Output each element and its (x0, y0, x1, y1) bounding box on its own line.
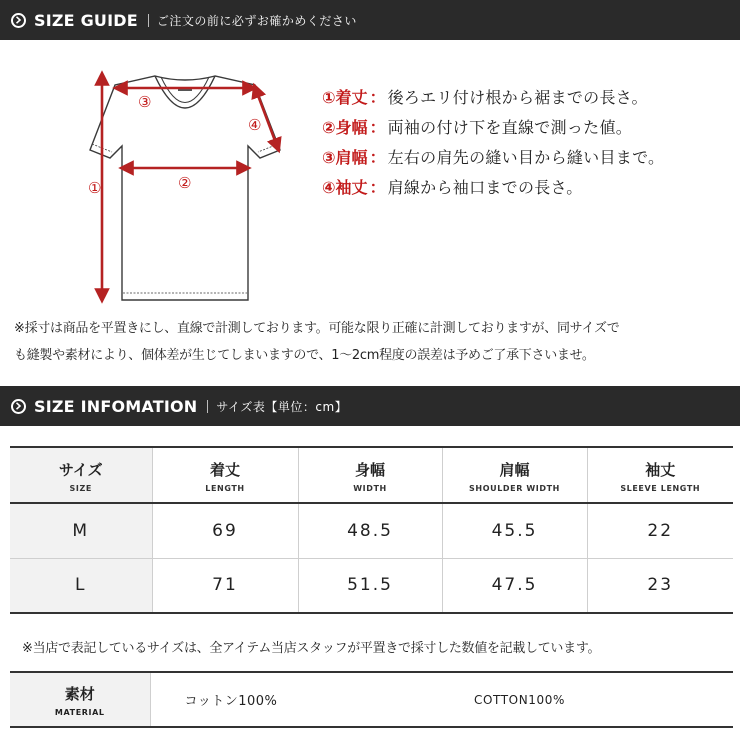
header-en: WIDTH (353, 484, 387, 493)
definition-colon: ： (369, 117, 386, 137)
size-cell: M (10, 503, 152, 558)
definition-shoulder (322, 146, 664, 166)
marker-3: ③ (138, 93, 152, 111)
material-label-ja: 素材 (64, 684, 95, 703)
header-ja: 袖丈 (645, 461, 676, 479)
definition-width (322, 116, 664, 136)
material-header (10, 672, 150, 727)
sleeve-cell: 23 (587, 558, 733, 613)
store-note: ※当店で表記しているサイズは、全アイテム当店スタッフが平置きで採寸した数値を記載しています。 (22, 641, 601, 656)
width-cell: 51.5 (298, 558, 442, 613)
size-info-title: SIZE INFOMATION (34, 396, 198, 416)
definition-text: 後ろエリ付け根から裾までの長さ。 (387, 87, 648, 107)
header-ja: 身幅 (354, 461, 385, 479)
size-cell: L (10, 558, 152, 613)
definition-colon: ： (369, 87, 386, 107)
size-table-header-row (10, 447, 733, 503)
material-value-en: COTTON100% (390, 672, 733, 727)
size-guide-header (0, 0, 740, 40)
definition-sleeve (322, 176, 664, 196)
material-row (10, 672, 733, 727)
header-divider (207, 400, 208, 413)
material-table (10, 671, 733, 728)
chevron-right-icon (11, 13, 26, 28)
table-row (10, 558, 733, 613)
shoulder-cell: 47.5 (442, 558, 587, 613)
size-info-subtitle: サイズ表【単位：cm】 (216, 399, 348, 414)
header-ja: 着丈 (209, 461, 240, 479)
size-info-header (0, 386, 740, 426)
header-length (152, 447, 298, 503)
length-cell: 69 (152, 503, 298, 558)
header-divider (148, 14, 149, 27)
chevron-right-icon (11, 399, 26, 414)
definition-text: 左右の肩先の縫い目から縫い目まで。 (387, 147, 665, 167)
marker-2: ② (178, 174, 192, 192)
definition-colon: ： (369, 177, 386, 197)
size-table (10, 446, 733, 614)
header-width (298, 447, 442, 503)
length-cell: 71 (152, 558, 298, 613)
header-sleeve-length (587, 447, 733, 503)
table-row (10, 503, 733, 558)
header-shoulder-width (442, 447, 587, 503)
header-en: LENGTH (205, 484, 245, 493)
width-cell: 48.5 (298, 503, 442, 558)
header-ja: 肩幅 (499, 461, 530, 479)
sleeve-cell: 22 (587, 503, 733, 558)
header-en: SIZE (69, 484, 92, 493)
definition-length (322, 86, 664, 106)
material-label-en: MATERIAL (54, 707, 105, 717)
measurement-definitions (322, 86, 664, 206)
definition-colon: ： (369, 147, 386, 167)
size-guide-subtitle: ご注文の前に必ずお確かめください (156, 13, 357, 28)
tshirt-diagram (70, 60, 300, 310)
definition-label: ③肩幅 (322, 147, 368, 167)
definition-text: 両袖の付け下を直線で測った値。 (387, 117, 633, 137)
header-en: SHOULDER WIDTH (469, 484, 560, 493)
marker-1: ① (88, 179, 102, 197)
definition-label: ①着丈 (322, 87, 368, 107)
definition-label: ④袖丈 (322, 177, 368, 197)
material-value-ja: コットン100% (150, 672, 390, 727)
marker-4: ④ (248, 116, 262, 134)
header-ja: サイズ (58, 461, 103, 479)
header-en: SLEEVE LENGTH (620, 484, 701, 493)
size-guide-title: SIZE GUIDE (34, 10, 138, 30)
definition-text: 肩線から袖口までの長さ。 (387, 177, 583, 197)
header-size (10, 447, 152, 503)
shoulder-cell: 45.5 (442, 503, 587, 558)
measure-note-line-2: も縫製や素材により、個体差が生じてしまいますので、1〜2cm程度の誤差は予めご了承下さいませ。 (14, 348, 595, 363)
definition-label: ②身幅 (322, 117, 368, 137)
measure-note-line-1: ※採寸は商品を平置きにし、直線で計測しております。可能な限り正確に計測しておりますが、同サイズで (14, 321, 620, 336)
